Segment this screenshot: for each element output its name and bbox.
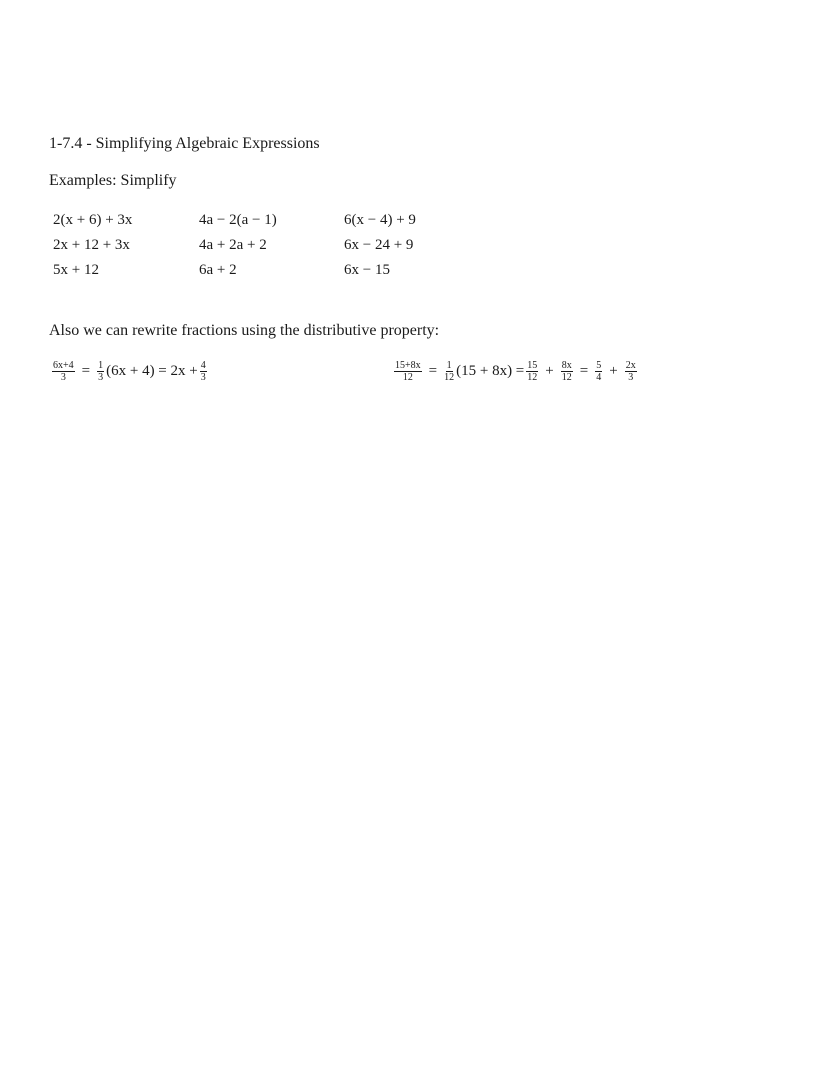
- numerator: 6x+4: [53, 360, 74, 371]
- example-2-step-2: 4a + 2a + 2: [199, 237, 267, 253]
- fraction: [561, 360, 573, 383]
- distributive-intro: Also we can rewrite fractions using the distributive property:: [49, 322, 440, 339]
- fraction: [595, 360, 602, 383]
- example-1-step-3: 5x + 12: [53, 262, 99, 278]
- fraction: [526, 360, 538, 383]
- denominator: 12: [527, 372, 538, 383]
- expression-text: (6x + 4) = 2x +: [106, 363, 198, 379]
- denominator: 12: [402, 372, 413, 383]
- fraction: [394, 360, 422, 383]
- fraction-equation-2: [392, 360, 639, 383]
- denominator: 3: [98, 372, 104, 383]
- plus-sign: +: [609, 363, 618, 379]
- equals-sign: =: [428, 363, 438, 379]
- fraction: [52, 360, 75, 383]
- example-column-2: [199, 210, 277, 285]
- examples-heading: Examples: Simplify: [49, 172, 177, 189]
- example-2-step-1: 4a − 2(a − 1): [199, 212, 277, 228]
- numerator: 4: [200, 360, 206, 371]
- numerator: 8x: [561, 360, 572, 371]
- example-column-3: [344, 210, 416, 285]
- plus-sign: +: [545, 363, 554, 379]
- denominator: 3: [60, 372, 66, 383]
- equals-sign: =: [579, 363, 589, 379]
- example-column-1: [53, 210, 132, 285]
- fraction-equation-1: [50, 360, 209, 383]
- example-2-step-3: 6a + 2: [199, 262, 237, 278]
- numerator: 1: [446, 360, 452, 371]
- denominator: 3: [628, 372, 634, 383]
- fraction: [97, 360, 104, 383]
- fraction: [444, 360, 454, 383]
- example-1-step-1: 2(x + 6) + 3x: [53, 212, 133, 228]
- fraction: [200, 360, 207, 383]
- numerator: 2x: [625, 360, 636, 371]
- example-3-step-3: 6x − 15: [344, 262, 390, 278]
- expression-text: (15 + 8x) =: [456, 363, 525, 379]
- numerator: 1: [98, 360, 104, 371]
- example-3-step-2: 6x − 24 + 9: [344, 237, 414, 253]
- denominator: 12: [444, 372, 455, 383]
- fraction: [625, 360, 637, 383]
- numerator: 15: [527, 360, 538, 371]
- equals-sign: =: [81, 363, 91, 379]
- numerator: 5: [596, 360, 602, 371]
- example-3-step-1: 6(x − 4) + 9: [344, 212, 416, 228]
- denominator: 4: [596, 372, 602, 383]
- denominator: 3: [200, 372, 206, 383]
- numerator: 15+8x: [395, 360, 421, 371]
- page-title: 1-7.4 - Simplifying Algebraic Expressions: [49, 135, 320, 152]
- example-1-step-2: 2x + 12 + 3x: [53, 237, 130, 253]
- denominator: 12: [561, 372, 572, 383]
